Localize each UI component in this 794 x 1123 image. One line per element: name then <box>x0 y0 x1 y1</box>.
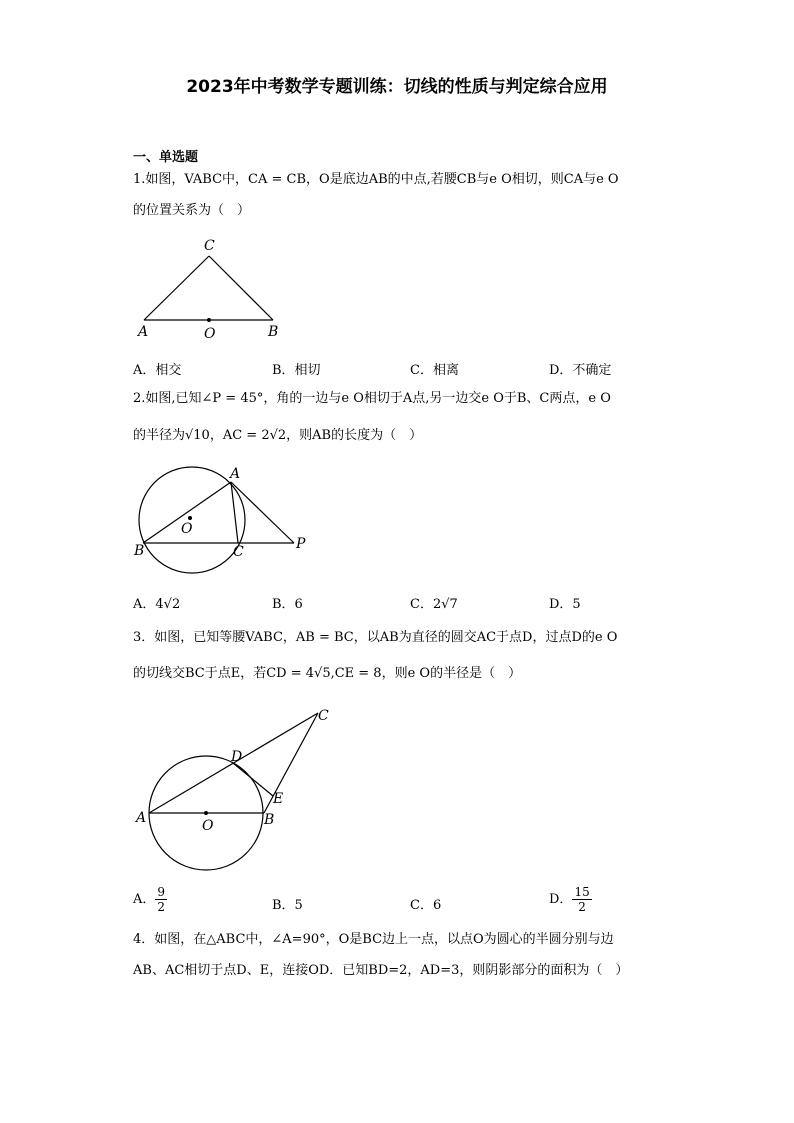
q3-option-d-numerator: 15 <box>574 885 590 899</box>
q3-option-a[interactable] <box>133 885 167 914</box>
q3-point-o <box>204 811 208 815</box>
q2-option-c[interactable]: C．2√7 <box>410 597 458 612</box>
q4-text-line2: AB、AC相切于点D、E，连接OD．已知BD=2，AD=3，则阴影部分的面积为（ ） <box>133 963 629 978</box>
q3-option-a-denominator: 2 <box>157 900 166 914</box>
q3-label-d: D <box>231 749 243 765</box>
q3-option-d-fraction <box>572 885 591 914</box>
q3-label-o: O <box>202 818 214 834</box>
q2-label-b: B <box>134 543 145 559</box>
q4-text-line1: 4．如图，在△ABC中，∠A=90°，O是BC边上一点，以点O为圆心的半圆分别与边 <box>133 932 614 947</box>
q3-text-line1: 3．如图，已知等腰VABC，AB = BC，以AB为直径的圆交AC于点D，过点D的e O <box>133 630 618 645</box>
q3-option-a-fraction <box>155 885 167 914</box>
q2-label-o: O <box>181 521 193 537</box>
q1-label-a: A <box>138 324 149 340</box>
q3-option-d-prefix: D． <box>549 892 573 907</box>
q2-text-line2: 的半径为√10，AC = 2√2，则AB的长度为（ ） <box>133 428 423 443</box>
q3-tangent-de <box>233 763 273 796</box>
q1-label-o: O <box>204 326 216 342</box>
q3-label-c: C <box>318 708 329 724</box>
section-heading: 一、单选题 <box>133 150 199 165</box>
q2-label-a: A <box>230 466 241 482</box>
q2-option-b[interactable]: B．6 <box>272 597 303 612</box>
q1-side-cb <box>209 256 273 320</box>
q1-side-ca <box>144 256 209 320</box>
q3-figure <box>130 700 340 875</box>
q1-label-c: C <box>204 238 215 254</box>
q1-option-b[interactable]: B．相切 <box>272 363 321 378</box>
q1-text-line1: 1.如图，VABC中，CA = CB，O是底边AB的中点,若腰CB与e O相切，则CA与e O <box>133 172 619 187</box>
q3-option-a-numerator: 9 <box>157 885 166 899</box>
q2-label-c: C <box>233 544 244 560</box>
q2-option-d[interactable]: D．5 <box>549 597 581 612</box>
q1-option-d[interactable]: D．不确定 <box>549 363 612 378</box>
q3-option-d[interactable] <box>549 885 592 914</box>
q3-option-d-denominator: 2 <box>578 900 586 914</box>
q1-label-b: B <box>268 324 279 340</box>
q2-label-p: P <box>296 536 306 552</box>
q2-tangent-ap <box>231 482 294 543</box>
q3-option-c[interactable]: C．6 <box>410 898 442 913</box>
q1-text-line2: 的位置关系为（ ） <box>133 203 251 218</box>
q3-text-line2: 的切线交BC于点E，若CD = 4√5,CE = 8，则e O的半径是（ ） <box>133 666 522 681</box>
q1-point-o <box>207 318 211 322</box>
q3-label-a: A <box>136 810 147 826</box>
q2-figure <box>128 462 318 577</box>
q1-figure <box>130 232 290 344</box>
q3-option-b[interactable]: B．5 <box>272 898 303 913</box>
q3-label-e: E <box>273 791 284 807</box>
q2-point-o <box>188 516 192 520</box>
q2-option-a[interactable]: A．4√2 <box>133 597 181 612</box>
q3-label-b: B <box>264 812 275 828</box>
q3-option-a-prefix: A． <box>133 892 156 907</box>
q1-option-c[interactable]: C．相离 <box>410 363 459 378</box>
q1-option-a[interactable]: A．相交 <box>133 363 182 378</box>
page-title: 2023年中考数学专题训练：切线的性质与判定综合应用 <box>186 77 608 97</box>
q2-text-line1: 2.如图,已知∠P = 45°，角的一边与e O相切于A点,另一边交e O于B、C两点，e O <box>133 391 611 406</box>
